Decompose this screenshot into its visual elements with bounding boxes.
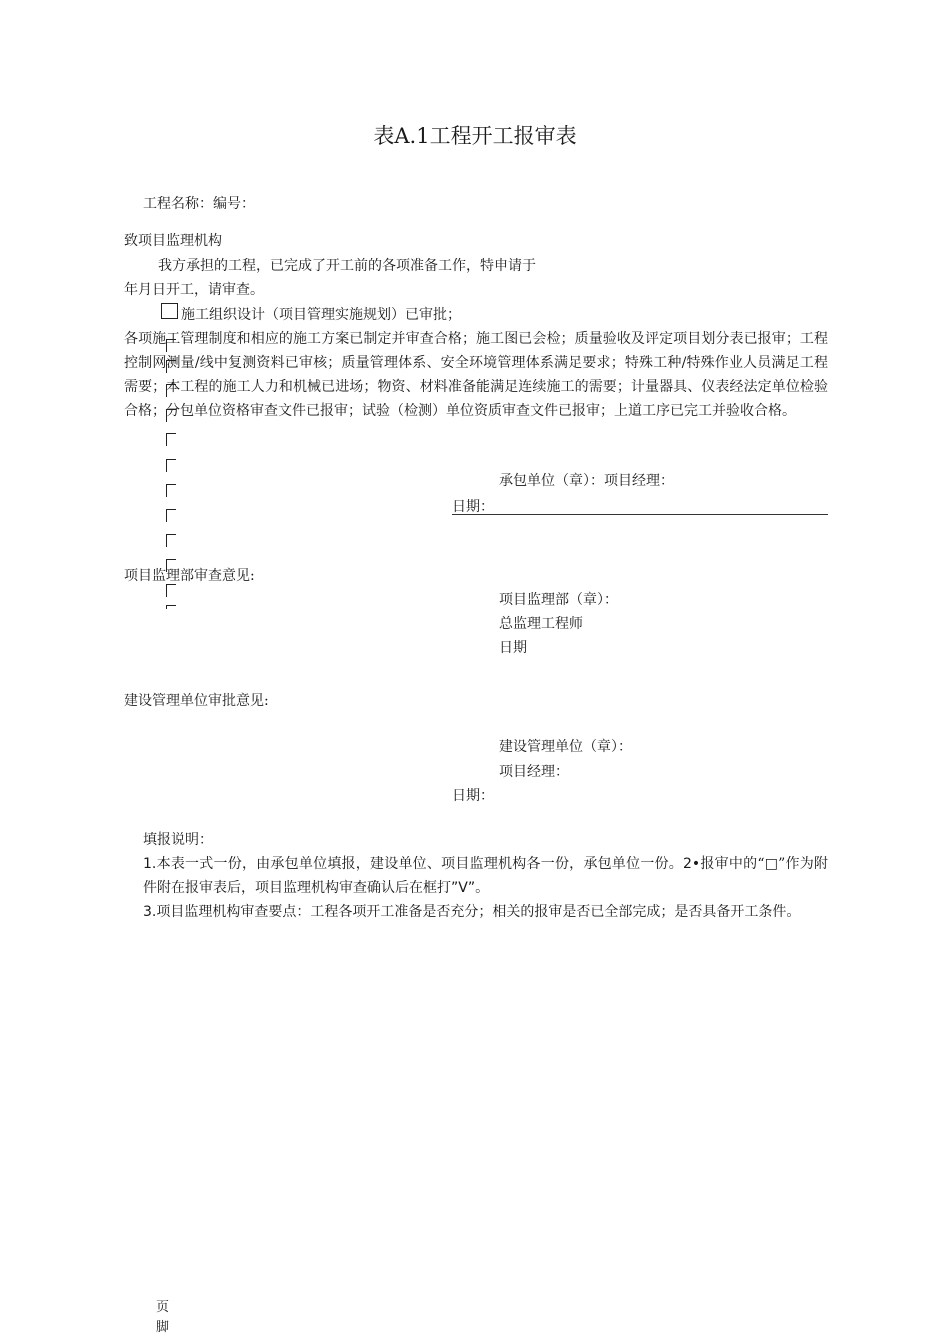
checkbox-item-12[interactable] [166, 584, 176, 597]
supervision-opinion-label: 项目监理部审查意见: [124, 568, 255, 584]
owner-date: 日期： [452, 788, 494, 804]
owner-project-manager: 项目经理： [499, 764, 569, 780]
checkbox-item-8[interactable] [166, 484, 176, 497]
addressee: 致项目监理机构 [124, 233, 222, 249]
note-2-number: 2• [683, 856, 701, 872]
checkbox-item-9[interactable] [166, 509, 176, 522]
checkbox-item-3[interactable] [166, 360, 176, 373]
note-1-2 [143, 852, 828, 900]
contractor-date: 日期： [452, 499, 494, 515]
item-1-text: 施工组织设计（项目管理实施规划）已审批； [181, 307, 461, 323]
contractor-signature: 承包单位（章）：项目经理： [499, 473, 674, 489]
application-line-1: 我方承担的工程，已完成了开工前的各项准备工作，特申请于 [158, 258, 536, 274]
checkbox-item-2[interactable] [166, 339, 176, 352]
checkbox-item-6[interactable] [166, 433, 176, 446]
checkbox-item-13[interactable] [166, 605, 176, 609]
conditions-paragraph: 各项施工管理制度和相应的施工方案已制定并审查合格；施工图已会检；质量验收及评定项目划分表已报审；工程控制网测量/线中复测资料已审核；质量管理体系、安全环境管理体系满足要求；特殊工种/特殊作业人员满足工程需要；本工程的施工人力和机械已进场；物资、材料准备能满足连续施工的需要；计量器具、仪表经法定单位检验合格；分包单位资格审查文件已报审；试验（检测）单位资质审查文件已报审；上道工序已完工并验收合格。 [124, 331, 828, 419]
note-3-number: 3. [143, 904, 157, 920]
page-title: 表A.1工程开工报审表 [373, 124, 577, 148]
section-divider [452, 514, 828, 515]
checkbox-item-5[interactable] [166, 409, 176, 422]
chief-engineer-label: 总监理工程师 [499, 616, 583, 632]
owner-unit-seal: 建设管理单位（章）： [499, 739, 632, 755]
note-1-number: 1. [143, 856, 157, 872]
supervision-date: 日期 [499, 640, 527, 656]
note-3 [143, 900, 828, 924]
notes-heading: 填报说明： [143, 832, 213, 848]
checkbox-item-4[interactable] [166, 384, 176, 397]
note-2-mark: ”V” [451, 880, 476, 896]
page-footer: 页脚 [156, 1300, 170, 1335]
checkbox-item-1[interactable] [161, 303, 178, 319]
project-name-number-label: 工程名称：编号： [143, 196, 255, 212]
application-line-2: 年月日开工，请审查。 [124, 282, 264, 298]
note-2-end: 。 [475, 880, 490, 896]
owner-opinion-label: 建设管理单位审批意见: [124, 693, 269, 709]
note-2-text: 报审中的“□”作为附件附在报审表后，项目监理机构审查确认后在框打 [143, 856, 829, 896]
note-1-text: 本表一式一份，由承包单位填报，建设单位、项目监理机构各一份，承包单位一份。 [156, 856, 684, 872]
checkbox-item-7[interactable] [166, 459, 176, 472]
checkbox-item-10[interactable] [166, 534, 176, 547]
supervision-dept-seal: 项目监理部（章）： [499, 592, 618, 608]
note-3-text: 项目监理机构审查要点：工程各项开工准备是否充分；相关的报审是否已全部完成；是否具备开工条件。 [156, 904, 801, 920]
